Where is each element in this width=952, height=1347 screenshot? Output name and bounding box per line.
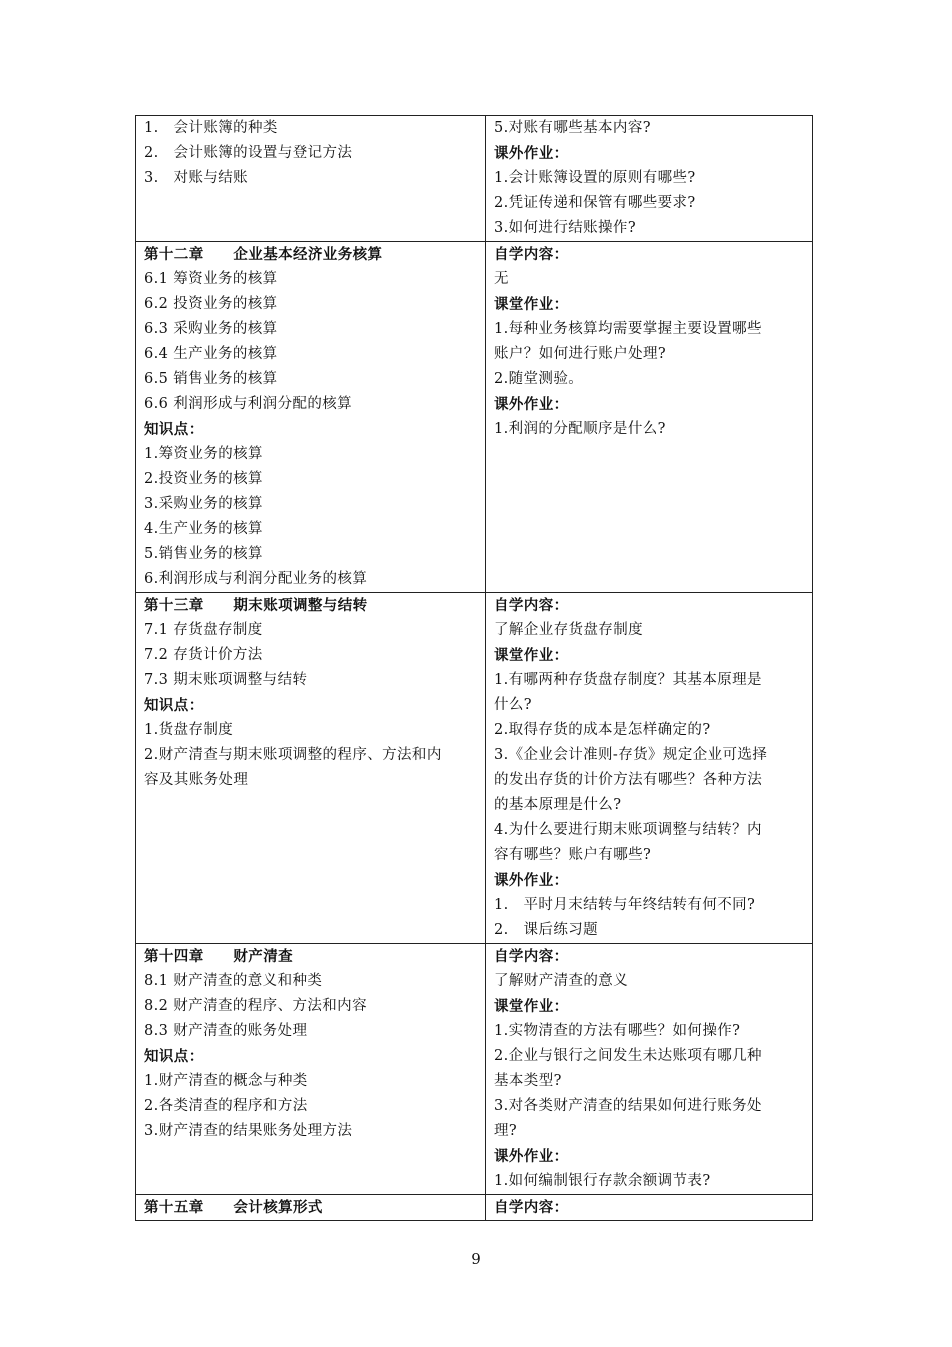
text-line: 6.4 生产业务的核算 (144, 346, 278, 362)
text-line: 3.采购业务的核算 (144, 496, 263, 512)
text-line: 1. 会计账簿的种类 (144, 120, 278, 136)
section-heading: 课外作业： (494, 396, 569, 413)
text-line: 3.如何进行结账操作? (494, 220, 637, 236)
text-line: 了解企业存货盘存制度 (494, 622, 643, 638)
section-heading: 自学内容： (494, 1199, 569, 1216)
text-line: 6.1 筹资业务的核算 (144, 271, 278, 287)
section-heading: 知识点： (144, 421, 204, 438)
assignment-cell (486, 242, 813, 593)
text-line: 容有哪些？账户有哪些? (494, 847, 652, 863)
text-line: 容及其账务处理 (144, 772, 249, 788)
text-line: 6.利润形成与利润分配业务的核算 (144, 571, 368, 587)
text-line: 6.5 销售业务的核算 (144, 371, 278, 387)
section-heading: 课堂作业： (494, 296, 569, 313)
text-line: 7.2 存货计价方法 (144, 647, 263, 663)
text-line: 1.实物清查的方法有哪些？如何操作? (494, 1023, 741, 1039)
text-line: 2.企业与银行之间发生未达账项有哪几种 (494, 1048, 762, 1064)
section-heading: 自学内容： (494, 597, 569, 614)
section-heading: 第十五章 会计核算形式 (144, 1199, 323, 1216)
text-line: 账户？如何进行账户处理? (494, 346, 667, 362)
text-line: 5.对账有哪些基本内容? (494, 120, 651, 136)
text-line: 1.如何编制银行存款余额调节表? (494, 1173, 711, 1189)
text-line: 1. 平时月末结转与年终结转有何不同? (494, 897, 756, 913)
text-line: 1.有哪两种存货盘存制度？其基本原理是 (494, 672, 762, 688)
text-line: 2.财产清查与期末账项调整的程序、方法和内 (144, 747, 442, 763)
text-line: 的发出存货的计价方法有哪些？各种方法 (494, 772, 763, 788)
text-line: 3.财产清查的结果账务处理方法 (144, 1123, 353, 1139)
text-line: 3. 对账与结账 (144, 170, 249, 186)
text-line: 1.利润的分配顺序是什么? (494, 421, 666, 437)
text-line: 5.销售业务的核算 (144, 546, 263, 562)
text-line: 1.财产清查的概念与种类 (144, 1073, 308, 1089)
text-line: 2.凭证传递和保管有哪些要求? (494, 195, 696, 211)
section-heading: 课外作业： (494, 1148, 569, 1165)
text-line: 3.《企业会计准则-存货》规定企业可选择 (494, 747, 768, 763)
text-line: 1.筹资业务的核算 (144, 446, 263, 462)
section-heading: 自学内容： (494, 948, 569, 965)
table-row (136, 116, 813, 242)
section-heading: 课堂作业： (494, 647, 569, 664)
section-heading: 第十二章 企业基本经济业务核算 (144, 246, 383, 263)
text-line: 3.对各类财产清查的结果如何进行账务处 (494, 1098, 762, 1114)
text-line: 理? (494, 1123, 518, 1139)
table-row (136, 242, 813, 593)
text-line: 1.货盘存制度 (144, 722, 234, 738)
text-line: 7.3 期末账项调整与结转 (144, 672, 308, 688)
text-line: 1.每种业务核算均需要掌握主要设置哪些 (494, 321, 762, 337)
text-line: 基本类型? (494, 1073, 562, 1089)
text-line: 2. 课后练习题 (494, 922, 599, 938)
section-heading: 知识点： (144, 1048, 204, 1065)
table-row (136, 593, 813, 944)
table-row (136, 944, 813, 1195)
text-line: 4.为什么要进行期末账项调整与结转？内 (494, 822, 762, 838)
text-line: 2. 会计账簿的设置与登记方法 (144, 145, 353, 161)
text-line: 6.2 投资业务的核算 (144, 296, 278, 312)
section-heading: 课堂作业： (494, 998, 569, 1015)
text-line: 的基本原理是什么? (494, 797, 622, 813)
text-line: 2.取得存货的成本是怎样确定的? (494, 722, 711, 738)
text-line: 8.1 财产清查的意义和种类 (144, 973, 323, 989)
text-line: 6.3 采购业务的核算 (144, 321, 278, 337)
page-number: 9 (471, 1250, 481, 1268)
text-line: 了解财产清查的意义 (494, 973, 629, 989)
assignment-cell (486, 593, 813, 944)
section-heading: 课外作业： (494, 872, 569, 889)
chapter-cell (136, 1195, 486, 1221)
text-line: 1.会计账簿设置的原则有哪些? (494, 170, 696, 186)
chapter-cell (136, 593, 486, 944)
text-line: 7.1 存货盘存制度 (144, 622, 263, 638)
section-heading: 课外作业： (494, 145, 569, 162)
section-heading: 第十四章 财产清查 (144, 948, 293, 965)
table-row (136, 1195, 813, 1221)
syllabus-table (135, 115, 813, 1221)
text-line: 6.6 利润形成与利润分配的核算 (144, 396, 353, 412)
text-line: 8.3 财产清查的账务处理 (144, 1023, 308, 1039)
assignment-cell (486, 944, 813, 1195)
section-heading: 自学内容： (494, 246, 569, 263)
text-line: 4.生产业务的核算 (144, 521, 263, 537)
assignment-cell (486, 1195, 813, 1221)
section-heading: 第十三章 期末账项调整与结转 (144, 597, 368, 614)
text-line: 2.随堂测验。 (494, 371, 584, 387)
chapter-cell (136, 944, 486, 1195)
chapter-cell (136, 116, 486, 242)
text-line: 2.投资业务的核算 (144, 471, 263, 487)
text-line: 2.各类清查的程序和方法 (144, 1098, 308, 1114)
text-line: 8.2 财产清查的程序、方法和内容 (144, 998, 367, 1014)
section-heading: 知识点： (144, 697, 204, 714)
assignment-cell (486, 116, 813, 242)
chapter-cell (136, 242, 486, 593)
text-line: 什么? (494, 697, 532, 713)
text-line: 无 (494, 271, 509, 287)
